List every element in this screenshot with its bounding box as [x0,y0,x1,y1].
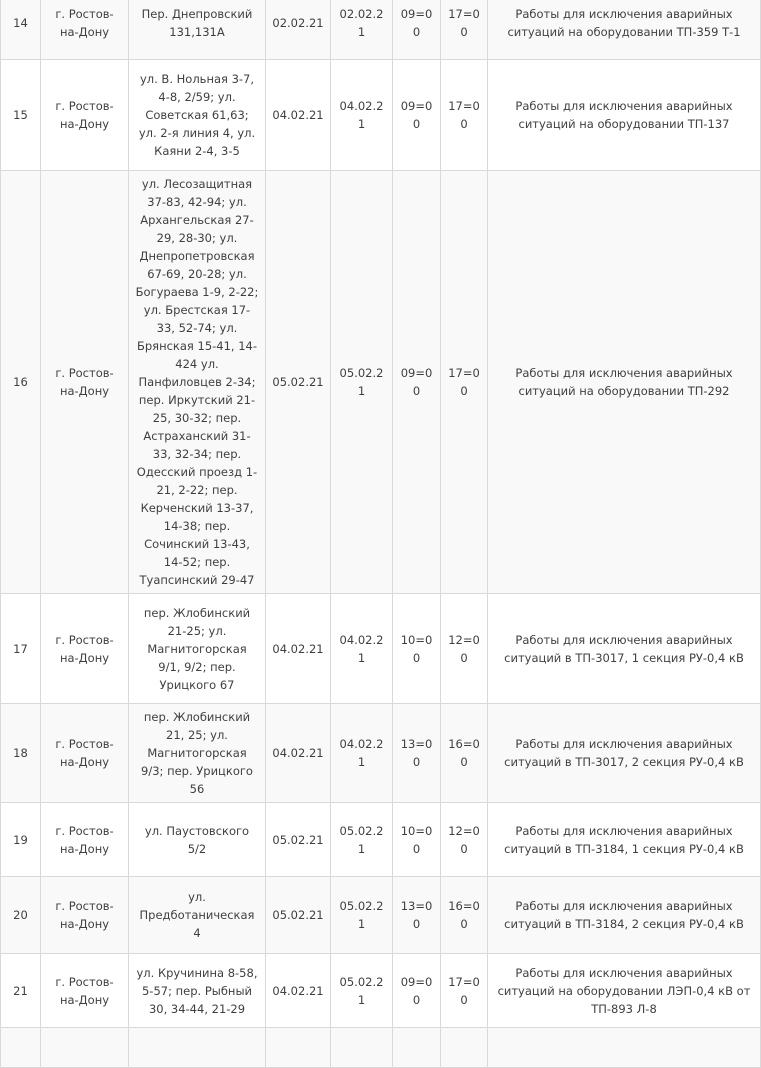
reason-cell: Работы для исключения аварийных ситуаций на оборудовании ТП-359 Т-1 [488,0,761,60]
time-from-cell: 10=00 [393,594,441,704]
address-cell: ул. Лесозащитная 37-83, 42-94; ул. Архангельская 27-29, 28-30; ул. Днепропетровская 67-69, 20-28; ул. Богураева 1-9, 2-22; ул. Брестская 17-33, 52-74; ул. Брянская 15-41, 14-424 ул. Панфиловцев 2-34; пер. Иркутский 21-25, 30-32; пер. Астраханский 31-33, 32-34; пер. Одесский проезд 1-21, 2-22; пер. Керченский 13-37, 14-38; пер. Сочинский 13-43, 14-52; пер. Туапсинский 29-47 [129,171,266,594]
date-to-cell [331,1028,393,1068]
date-to-cell: 04.02.21 [331,60,393,171]
date-from-cell: 05.02.21 [266,171,331,594]
date-from-cell: 02.02.21 [266,0,331,60]
city-cell: г. Ростов-на-Дону [41,60,129,171]
address-cell: ул. Паустовского 5/2 [129,803,266,877]
table-row [1,954,761,1028]
address-cell [129,1028,266,1068]
date-from-cell: 04.02.21 [266,594,331,704]
time-from-cell: 09=00 [393,60,441,171]
time-to-cell: 16=00 [441,877,488,954]
city-cell: г. Ростов-на-Дону [41,171,129,594]
time-from-cell: 09=00 [393,0,441,60]
address-cell: ул. В. Нольная 3-7, 4-8, 2/59; ул. Советская 61,63; ул. 2-я линия 4, ул. Каяни 2-4, 3-5 [129,60,266,171]
city-cell: г. Ростов-на-Дону [41,704,129,803]
table-row [1,803,761,877]
time-to-cell [441,1028,488,1068]
table-row [1,877,761,954]
row-number: 20 [1,877,41,954]
city-cell: г. Ростов-на-Дону [41,594,129,704]
date-from-cell: 04.02.21 [266,954,331,1028]
reason-cell: Работы для исключения аварийных ситуаций в ТП-3184, 1 секция РУ-0,4 кВ [488,803,761,877]
city-cell: г. Ростов-на-Дону [41,803,129,877]
city-cell: г. Ростов-на-Дону [41,0,129,60]
row-number: 18 [1,704,41,803]
table-row [1,594,761,704]
time-to-cell: 17=00 [441,60,488,171]
reason-cell: Работы для исключения аварийных ситуаций в ТП-3017, 1 секция РУ-0,4 кВ [488,594,761,704]
time-from-cell: 13=00 [393,704,441,803]
date-to-cell: 05.02.21 [331,803,393,877]
date-to-cell: 04.02.21 [331,594,393,704]
city-cell: г. Ростов-на-Дону [41,954,129,1028]
date-to-cell: 05.02.21 [331,877,393,954]
time-from-cell: 13=00 [393,877,441,954]
date-from-cell: 05.02.21 [266,803,331,877]
row-number: 17 [1,594,41,704]
time-to-cell: 17=00 [441,171,488,594]
address-cell: ул. Кручинина 8-58, 5-57; пер. Рыбный 30, 34-44, 21-29 [129,954,266,1028]
table-row [1,171,761,594]
address-cell: Пер. Днепровский 131,131А [129,0,266,60]
city-cell [41,1028,129,1068]
row-number: 19 [1,803,41,877]
row-number [1,1028,41,1068]
time-from-cell: 10=00 [393,803,441,877]
table-row [1,60,761,171]
time-to-cell: 17=00 [441,954,488,1028]
row-number: 21 [1,954,41,1028]
time-from-cell: 09=00 [393,171,441,594]
date-to-cell: 02.02.21 [331,0,393,60]
reason-cell: Работы для исключения аварийных ситуаций на оборудовании ТП-292 [488,171,761,594]
address-cell: пер. Жлобинский 21-25; ул. Магнитогорская 9/1, 9/2; пер. Урицкого 67 [129,594,266,704]
table-body [1,0,761,1068]
date-to-cell: 05.02.21 [331,954,393,1028]
reason-cell: Работы для исключения аварийных ситуаций в ТП-3017, 2 секция РУ-0,4 кВ [488,704,761,803]
city-cell: г. Ростов-на-Дону [41,877,129,954]
date-to-cell: 05.02.21 [331,171,393,594]
time-to-cell: 17=00 [441,0,488,60]
table-row [1,0,761,60]
time-to-cell: 16=00 [441,704,488,803]
reason-cell [488,1028,761,1068]
row-number: 15 [1,60,41,171]
time-to-cell: 12=00 [441,803,488,877]
date-from-cell: 04.02.21 [266,60,331,171]
table-row [1,704,761,803]
time-to-cell: 12=00 [441,594,488,704]
row-number: 14 [1,0,41,60]
address-cell: ул. Предботаническая 4 [129,877,266,954]
time-from-cell: 09=00 [393,954,441,1028]
date-from-cell: 04.02.21 [266,704,331,803]
row-number: 16 [1,171,41,594]
reason-cell: Работы для исключения аварийных ситуаций на оборудовании ЛЭП-0,4 кВ от ТП-893 Л-8 [488,954,761,1028]
reason-cell: Работы для исключения аварийных ситуаций в ТП-3184, 2 секция РУ-0,4 кВ [488,877,761,954]
date-to-cell: 04.02.21 [331,704,393,803]
time-from-cell [393,1028,441,1068]
table-row [1,1028,761,1068]
date-from-cell: 05.02.21 [266,877,331,954]
reason-cell: Работы для исключения аварийных ситуаций на оборудовании ТП-137 [488,60,761,171]
address-cell: пер. Жлобинский 21, 25; ул. Магнитогорская 9/3; пер. Урицкого 56 [129,704,266,803]
date-from-cell [266,1028,331,1068]
